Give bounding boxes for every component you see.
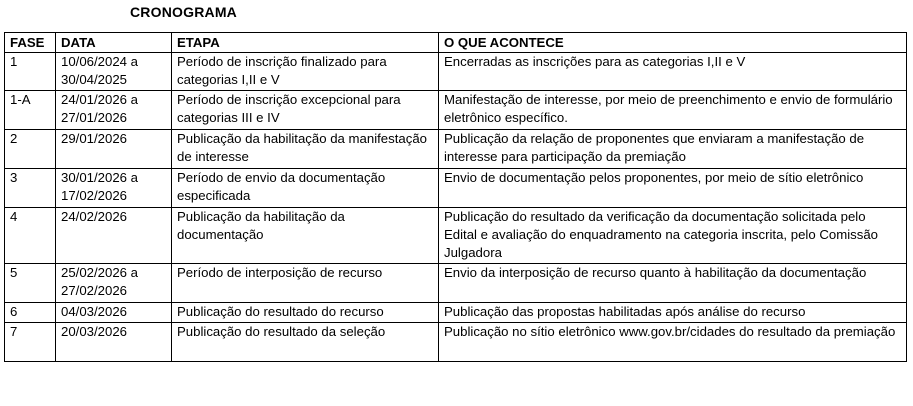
cell-data: 04/03/2026 — [56, 303, 172, 323]
cell-fase: 3 — [5, 169, 56, 208]
table-row — [5, 303, 907, 323]
cell-o-que-acontece: Publicação no sítio eletrônico www.gov.br/cidades do resultado da premiação — [439, 323, 907, 362]
cell-etapa: Período de envio da documentação especificada — [172, 169, 439, 208]
cell-data: 24/01/2026 a 27/01/2026 — [56, 91, 172, 130]
header-fase: FASE — [5, 33, 56, 53]
cell-fase: 6 — [5, 303, 56, 323]
header-etapa: ETAPA — [172, 33, 439, 53]
cell-fase: 7 — [5, 323, 56, 362]
header-data: DATA — [56, 33, 172, 53]
cell-data: 30/01/2026 a 17/02/2026 — [56, 169, 172, 208]
cell-o-que-acontece: Publicação da relação de proponentes que enviaram a manifestação de interesse para participação da premiação — [439, 130, 907, 169]
cell-etapa: Publicação da habilitação da documentação — [172, 208, 439, 264]
cell-fase: 2 — [5, 130, 56, 169]
cell-o-que-acontece: Manifestação de interesse, por meio de preenchimento e envio de formulário eletrônico específico. — [439, 91, 907, 130]
table-row — [5, 53, 907, 91]
schedule-table — [4, 32, 907, 362]
cell-etapa: Período de inscrição excepcional para categorias III e IV — [172, 91, 439, 130]
cell-fase: 1 — [5, 53, 56, 91]
cell-o-que-acontece: Envio da interposição de recurso quanto à habilitação da documentação — [439, 264, 907, 303]
table-row — [5, 264, 907, 303]
cell-data: 24/02/2026 — [56, 208, 172, 264]
cell-o-que-acontece: Encerradas as inscrições para as categorias I,II e V — [439, 53, 907, 91]
cell-data: 29/01/2026 — [56, 130, 172, 169]
cell-data: 20/03/2026 — [56, 323, 172, 362]
cell-etapa: Período de interposição de recurso — [172, 264, 439, 303]
table-row — [5, 323, 907, 362]
table-row — [5, 208, 907, 264]
cell-etapa: Publicação do resultado do recurso — [172, 303, 439, 323]
cell-fase: 1-A — [5, 91, 56, 130]
cell-data: 10/06/2024 a 30/04/2025 — [56, 53, 172, 91]
cell-o-que-acontece: Publicação do resultado da verificação da documentação solicitada pelo Edital e avaliação do enquadramento na categoria inscrita, pelo Comissão Julgadora — [439, 208, 907, 264]
cell-data: 25/02/2026 a 27/02/2026 — [56, 264, 172, 303]
table-row — [5, 91, 907, 130]
cell-fase: 5 — [5, 264, 56, 303]
cell-etapa: Publicação do resultado da seleção — [172, 323, 439, 362]
table-header-row — [5, 33, 907, 53]
header-o-que-acontece: O QUE ACONTECE — [439, 33, 907, 53]
document-title: CRONOGRAMA — [130, 4, 237, 20]
cell-fase: 4 — [5, 208, 56, 264]
cell-etapa: Publicação da habilitação da manifestação de interesse — [172, 130, 439, 169]
cell-o-que-acontece: Envio de documentação pelos proponentes, por meio de sítio eletrônico — [439, 169, 907, 208]
table-row — [5, 130, 907, 169]
table-row — [5, 169, 907, 208]
cell-etapa: Período de inscrição finalizado para categorias I,II e V — [172, 53, 439, 91]
cell-o-que-acontece: Publicação das propostas habilitadas após análise do recurso — [439, 303, 907, 323]
